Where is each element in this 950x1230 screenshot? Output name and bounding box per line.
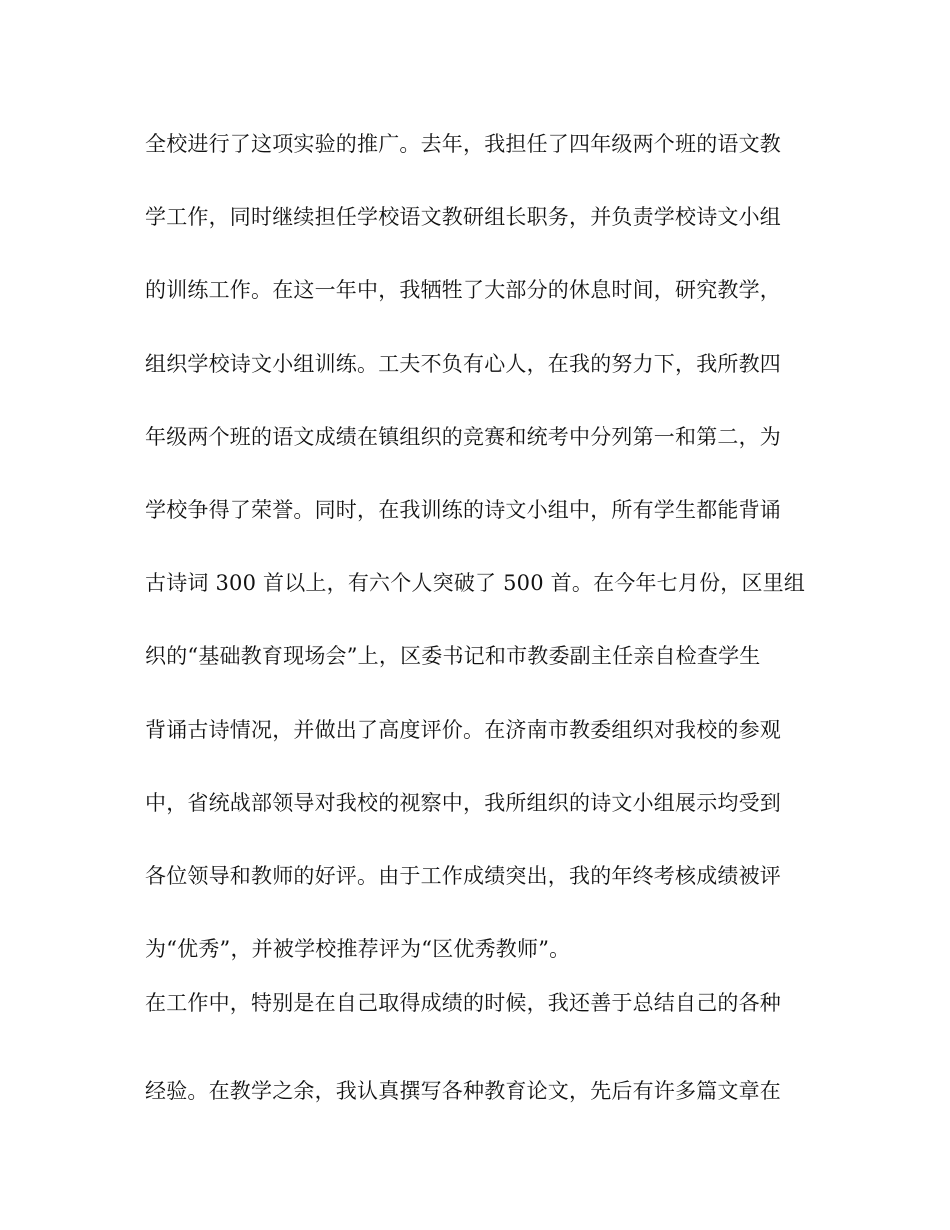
text-line: 古诗词 300 首以上，有六个人突破了 500 首。在今年七月份，区里组 [145,571,806,596]
text-line: 织的“基础教育现场会”上，区委书记和市教委副主任亲自检查学生 [145,644,761,669]
text-line: 学校争得了荣誉。同时，在我训练的诗文小组中，所有学生都能背诵 [145,497,781,522]
text-line: 中，省统战部领导对我校的视察中，我所组织的诗文小组展示均受到 [145,790,781,815]
text-line: 各位领导和教师的好评。由于工作成绩突出，我的年终考核成绩被评 [145,863,781,888]
text-line: 的训练工作。在这一年中，我牺牲了大部分的休息时间，研究教学， [145,278,781,303]
paragraph-2 [145,992,810,1102]
text-line: 在工作中，特别是在自己取得成绩的时候，我还善于总结自己的各种 [145,991,781,1015]
text-line: 年级两个班的语文成绩在镇组织的竞赛和统考中分列第一和第二，为 [145,424,781,449]
text-line: 学工作，同时继续担任学校语文教研组长职务，并负责学校诗文小组 [145,205,781,230]
text-line: 背诵古诗情况，并做出了高度评价。在济南市教委组织对我校的参观 [145,717,781,742]
text-line: 为“优秀”，并被学校推荐评为“区优秀教师”。 [145,937,571,962]
text-line: 全校进行了这项实验的推广。去年，我担任了四年级两个班的语文教 [145,132,781,156]
paragraph-1 [145,133,810,960]
text-line: 组织学校诗文小组训练。工夫不负有心人，在我的努力下，我所教四 [145,351,781,376]
text-line: 经验。在教学之余，我认真撰写各种教育论文，先后有许多篇文章在 [145,1079,781,1103]
